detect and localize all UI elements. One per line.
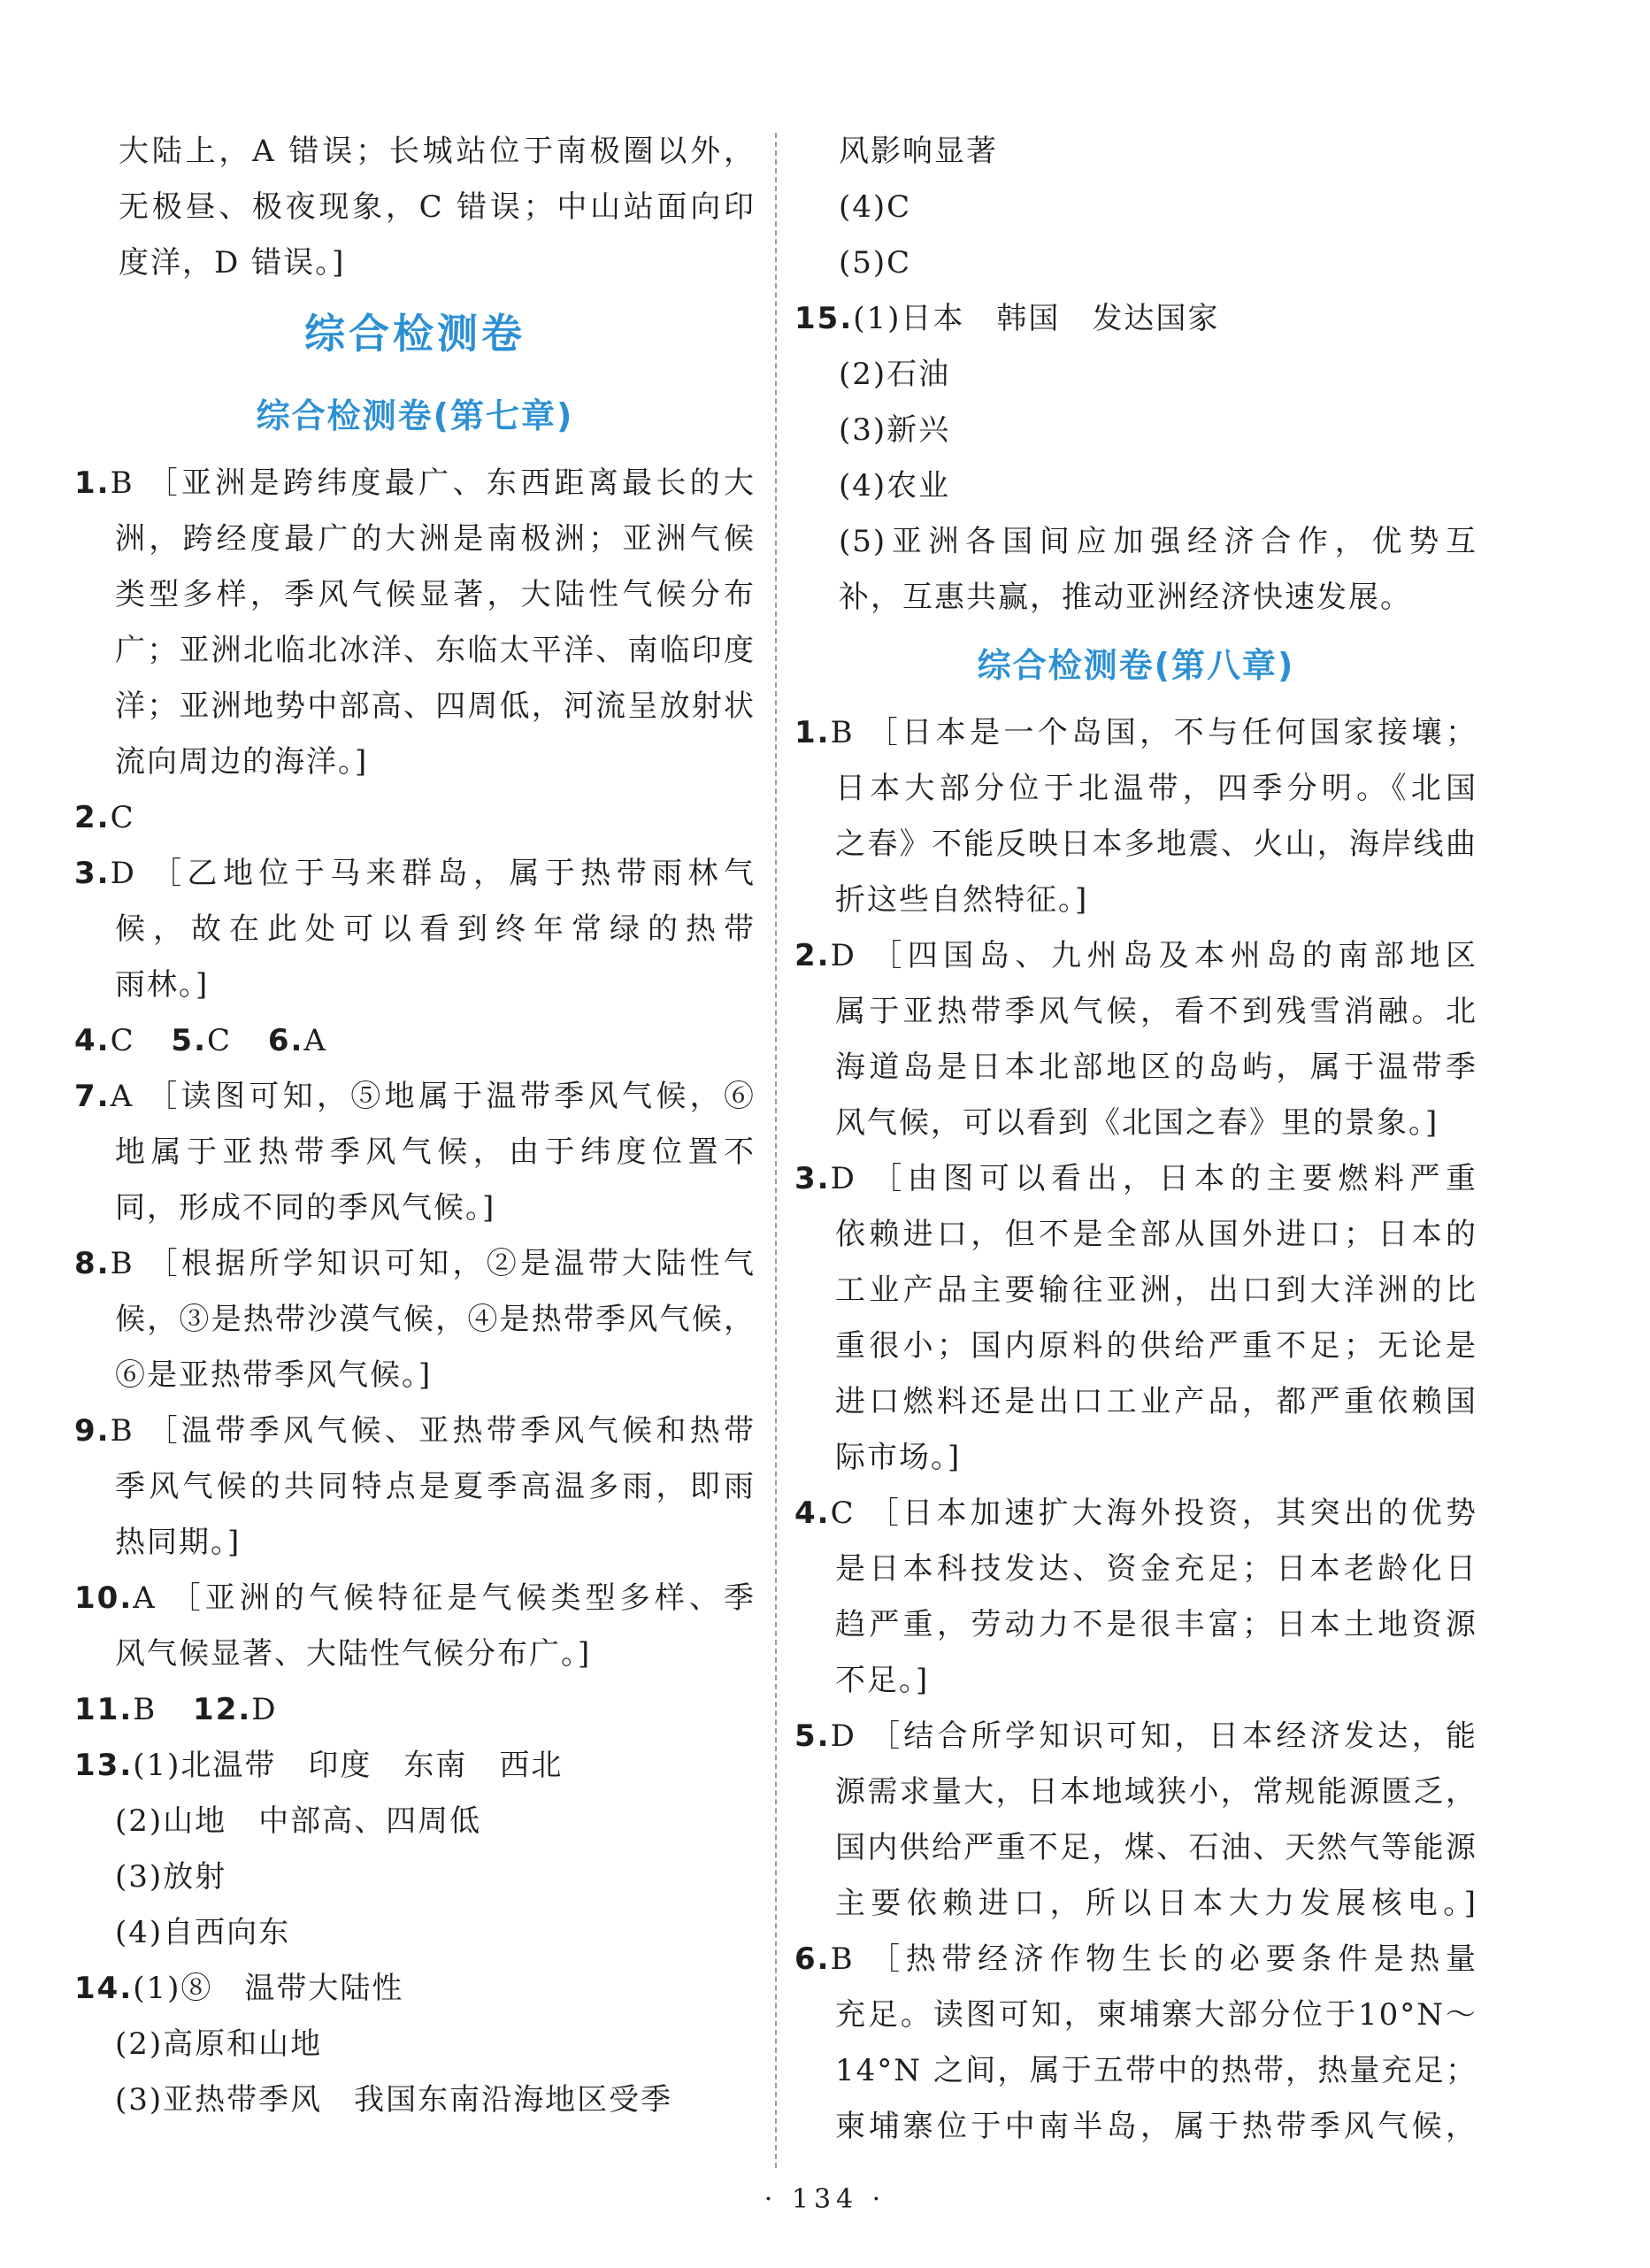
answer-text: B ［亚洲是跨纬度最广、东西距离最长的大 [110, 465, 756, 501]
answer-text: C [206, 1023, 232, 1058]
text-line: 工业产品主要输往亚洲，出口到大洋洲的比 [835, 1272, 1477, 1308]
text-line: (2)石油 [839, 357, 951, 392]
question-number: 2. [74, 800, 111, 835]
text-line: 源需求量大，日本地域狭小，常规能源匮乏， [835, 1774, 1477, 1810]
answer-text: (1)⑧ 温带大陆性 [133, 1971, 404, 2006]
text-line: 折这些自然特征。] [835, 882, 1089, 918]
question-number: 11. [74, 1692, 134, 1727]
answer-text: D ［结合所学知识可知，日本经济发达，能 [830, 1718, 1477, 1754]
text-line: 洋；亚洲地势中部高、四周低，河流呈放射状 [115, 688, 756, 724]
answer-text: C [110, 1023, 135, 1058]
answer-text: B ［温带季风气候、亚热带季风气候和热带 [110, 1413, 756, 1449]
text-line: 大陆上，A 错误；长城站位于南极圈以外， [119, 134, 756, 169]
text-line: ⑥是亚热带季风气候。] [115, 1357, 433, 1393]
question-number: 15. [794, 301, 854, 336]
answer-text: D ［乙地位于马来群岛，属于热带雨林气 [110, 856, 756, 891]
text-line: 风气候，可以看到《北国之春》里的景象。] [835, 1105, 1439, 1141]
question-number: 3. [794, 1161, 831, 1196]
answer-text: A [303, 1023, 327, 1058]
subsection-title-ch7: 综合检测卷(第七章) [256, 396, 574, 435]
question-10 [74, 1571, 756, 1682]
text-line: 广；亚洲北临北冰洋、东临太平洋、南临印度 [115, 633, 756, 668]
text-line: (2)山地 中部高、四周低 [115, 1803, 482, 1839]
text-line: 趋严重，劳动力不是很丰富；日本土地资源 [835, 1607, 1477, 1642]
question-number: 5. [171, 1023, 207, 1058]
question-8 [74, 1236, 756, 1403]
ch8-question-5 [794, 1709, 1477, 1932]
answer-text: B [133, 1692, 157, 1727]
question-number: 6. [794, 1941, 831, 1977]
text-line: (5)亚洲各国间应加强经济合作，优势互 [839, 524, 1477, 559]
ch8-question-3 [794, 1151, 1477, 1486]
section-title: 综合检测卷 [304, 310, 526, 357]
question-number: 7. [74, 1079, 111, 1114]
question-number: 2. [794, 938, 831, 973]
question-number: 14. [74, 1971, 134, 2006]
text-line: (3)新兴 [839, 412, 951, 448]
ch8-question-6 [794, 1932, 1477, 2155]
ch8-question-4 [794, 1486, 1477, 1709]
answer-text: A ［读图可知，⑤地属于温带季风气候，⑥ [110, 1079, 756, 1114]
question-1 [74, 456, 756, 790]
text-line: 属于亚热带季风气候，看不到残雪消融。北 [835, 994, 1477, 1029]
answer-text: D [251, 1692, 278, 1727]
text-line: 热同期。] [115, 1525, 242, 1560]
question-number: 5. [794, 1718, 831, 1754]
answer-text: C [110, 800, 135, 835]
answer-text: D ［由图可以看出，日本的主要燃料严重 [830, 1161, 1477, 1196]
text-line: 进口燃料还是出口工业产品，都严重依赖国 [835, 1384, 1477, 1419]
text-line: 重很小；国内原料的供给严重不足；无论是 [835, 1328, 1477, 1364]
answer-text: C ［日本加速扩大海外投资，其突出的优势 [830, 1495, 1477, 1531]
text-line: 同，形成不同的季风气候。] [115, 1190, 496, 1226]
text-line: 雨林。] [115, 967, 210, 1003]
text-line: 候，③是热带沙漠气候，④是热带季风气候， [115, 1302, 756, 1337]
text-line: (3)放射 [115, 1859, 227, 1895]
left-column [74, 124, 756, 2128]
text-line: 柬埔寨位于中南半岛，属于热带季风气候， [835, 2109, 1477, 2144]
text-line: 补，互惠共赢，推动亚洲经济快速发展。 [839, 580, 1412, 615]
question-15 [794, 291, 1477, 626]
text-line: 候，故在此处可以看到终年常绿的热带 [115, 911, 756, 947]
text-line: 日本大部分位于北温带，四季分明。《北国 [835, 771, 1477, 806]
question-2 [74, 790, 756, 846]
question-number: 3. [74, 856, 111, 891]
text-line: 类型多样，季风气候显著，大陆性气候分布 [115, 577, 756, 612]
column-divider [775, 133, 777, 2168]
page-number: · 134 · [764, 2184, 886, 2215]
question-9 [74, 1403, 756, 1571]
text-line: 风影响显著 [839, 134, 998, 169]
text-line: 无极昼、极夜现象，C 错误；中山站面向印 [119, 189, 756, 225]
question-14 [74, 1961, 756, 2128]
text-line: 季风气候的共同特点是夏季高温多雨，即雨 [115, 1469, 756, 1504]
question-number: 6. [267, 1023, 304, 1058]
right-column [794, 124, 1477, 2155]
answer-text: (1)北温带 印度 东南 西北 [133, 1748, 564, 1783]
text-line: 之春》不能反映日本多地震、火山，海岸线曲 [835, 826, 1477, 862]
question-13 [74, 1738, 756, 1961]
text-line: 海道岛是日本北部地区的岛屿，属于温带季 [835, 1049, 1477, 1085]
question-number: 1. [794, 715, 831, 750]
question-number: 1. [74, 465, 111, 501]
text-line: (3)亚热带季风 我国东南沿海地区受季 [115, 2082, 673, 2118]
question-7 [74, 1069, 756, 1236]
text-line: (4)C [839, 189, 912, 225]
answer-text: B ［根据所学知识可知，②是温带大陆性气 [110, 1246, 756, 1281]
text-line: 不足。] [835, 1663, 930, 1698]
text-line: 际市场。] [835, 1440, 962, 1475]
question-number: 4. [74, 1023, 111, 1058]
question-number: 9. [74, 1413, 111, 1449]
text-line: 主要依赖进口，所以日本大力发展核电。] [835, 1886, 1477, 1921]
text-line: 充足。读图可知，柬埔寨大部分位于10°N～ [835, 1997, 1477, 2033]
text-line: (5)C [839, 245, 912, 281]
question-number: 10. [74, 1580, 134, 1616]
text-line: 国内供给严重不足，煤、石油、天然气等能源 [835, 1830, 1477, 1865]
ch8-question-1 [794, 705, 1477, 928]
text-line: 地属于亚热带季风气候，由于纬度位置不 [115, 1134, 756, 1170]
answer-text: (1)日本 韩国 发达国家 [853, 301, 1220, 336]
text-line: 14°N 之间，属于五带中的热带，热量充足； [835, 2053, 1477, 2088]
text-line: 度洋，D 错误。] [119, 245, 346, 281]
subsection-title-ch8: 综合检测卷(第八章) [977, 646, 1295, 685]
text-line: (2)高原和山地 [115, 2026, 323, 2062]
question-number: 13. [74, 1748, 134, 1783]
questions-4-6 [74, 1013, 756, 1069]
question-number: 4. [794, 1495, 831, 1531]
ch8-question-2 [794, 928, 1477, 1151]
questions-11-12 [74, 1682, 756, 1738]
text-line: 是日本科技发达、资金充足；日本老龄化日 [835, 1551, 1477, 1587]
answer-text: D ［四国岛、九州岛及本州岛的南部地区 [830, 938, 1477, 973]
question-3 [74, 846, 756, 1013]
answer-text: A ［亚洲的气候特征是气候类型多样、季 [133, 1580, 756, 1616]
answer-text: B ［日本是一个岛国，不与任何国家接壤； [830, 715, 1477, 750]
question-number: 12. [193, 1692, 252, 1727]
text-line: 风气候显著、大陆性气候分布广。] [115, 1636, 592, 1672]
answer-text: B ［热带经济作物生长的必要条件是热量 [830, 1941, 1477, 1977]
text-line: 洲，跨经度最广的大洲是南极洲；亚洲气候 [115, 521, 756, 557]
text-line: (4)农业 [839, 468, 951, 504]
question-number: 8. [74, 1246, 111, 1281]
text-line: 流向周边的海洋。] [115, 744, 369, 780]
text-line: 依赖进口，但不是全部从国外进口；日本的 [835, 1217, 1477, 1252]
text-line: (4)自西向东 [115, 1915, 291, 1950]
